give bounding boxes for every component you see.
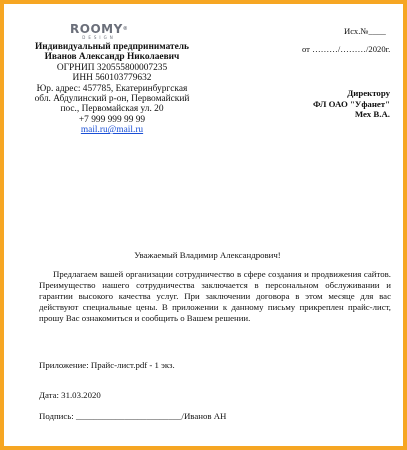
letter-date: Дата: 31.03.2020 <box>39 390 101 400</box>
recipient-block <box>304 88 390 120</box>
sender-email-link[interactable]: mail.ru@mail.ru <box>80 125 144 136</box>
letter-body: Предлагаем вашей организации сотрудничество в сфере создания и продвижения сайтов. Преимущество нашего сотрудничества заключается в персональном обслуживании и гарантии высокого качества услуг. При заключении договора в этом месяце для вас действуют специальные цены. В приложении к данному письму прикреплен прайс-лист, прошу Вас ознакомиться и сообщить о Вашем решении. <box>39 269 391 323</box>
sender-phone: +7 999 999 99 99 <box>78 114 146 125</box>
letter-signature: Подпись: ________________________/Иванов АН <box>39 411 227 421</box>
sender-name: Иванов Александр Николаевич <box>44 52 180 63</box>
sender-inn: ИНН 560103779632 <box>72 73 152 84</box>
letter-greeting: Уважаемый Владимир Александрович! <box>134 250 281 260</box>
outgoing-date: от ………/………/2020г. <box>302 44 391 54</box>
sender-address: Юр. адрес: 457785, Екатеринбургская обл. Абдулинский р-он, Первомайский пос., Первомайская ул. 20 <box>34 83 190 115</box>
recipient-position: Директору <box>347 88 390 98</box>
company-logo <box>70 23 128 41</box>
sender-title: Индивидуальный предприниматель <box>34 42 190 52</box>
recipient-company: ФЛ ОАО "Уфанет" <box>312 98 390 109</box>
logo-subtitle: DESIGN <box>82 35 116 40</box>
logo-wordmark: ROOMY® <box>70 22 129 36</box>
outgoing-number: Исх.№____ <box>344 26 386 36</box>
sender-ogrnip: ОГРНИП 320555800007235 <box>56 62 168 73</box>
sender-block <box>32 42 192 136</box>
recipient-name: Мех В.А. <box>354 109 390 120</box>
letter-attachment: Приложение: Прайс-лист.pdf - 1 экз. <box>39 360 175 370</box>
